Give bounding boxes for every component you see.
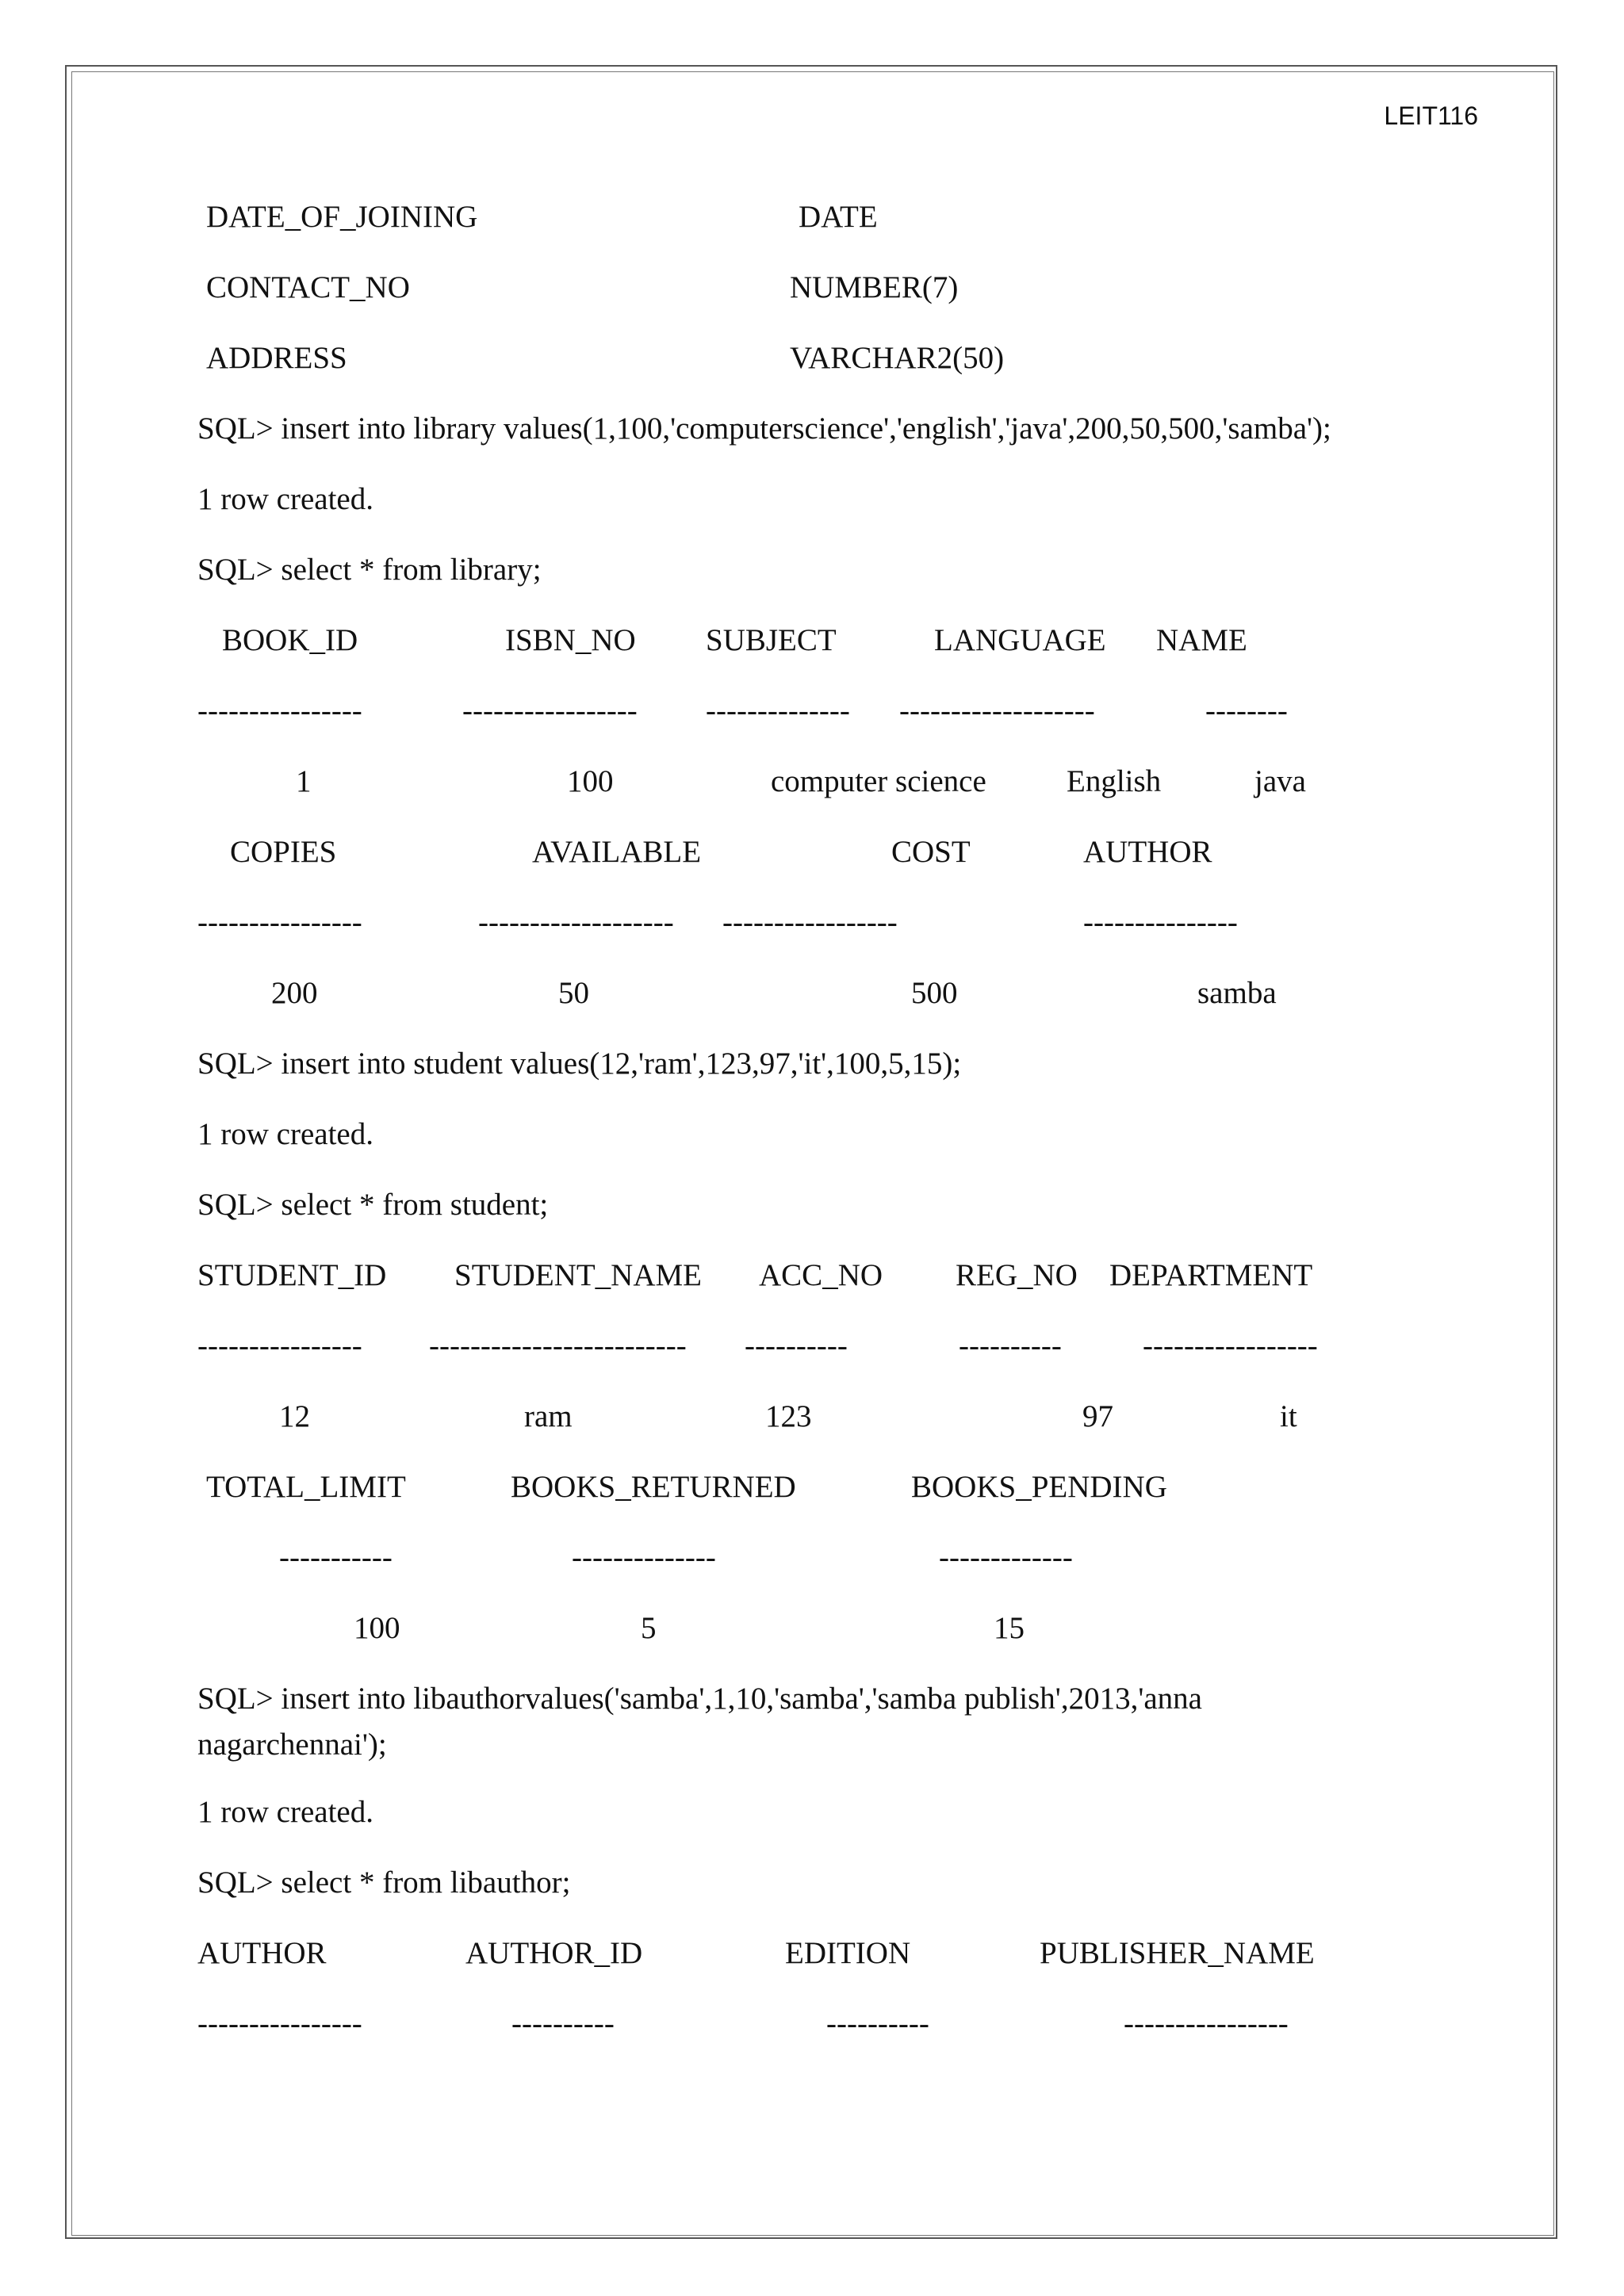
schema-type: VARCHAR2(50) — [790, 341, 1005, 375]
column-header: BOOKS_PENDING — [911, 1470, 1167, 1504]
cell-value: 97 — [1082, 1399, 1113, 1433]
column-separator: ---------- — [745, 1329, 848, 1363]
row-created-message: 1 row created. — [197, 482, 373, 516]
cell-value: ram — [524, 1399, 573, 1433]
column-separator: ---------------- — [197, 2007, 362, 2041]
column-header: DEPARTMENT — [1109, 1258, 1313, 1292]
column-separator: -------------- — [706, 694, 850, 728]
column-separator: --------------- — [1083, 905, 1238, 939]
column-header: ISBN_NO — [505, 623, 636, 657]
cell-value: 12 — [279, 1399, 310, 1433]
sql-select-libauthor: SQL> select * from libauthor; — [197, 1866, 571, 1900]
page-border-inner — [71, 71, 1554, 2236]
schema-name: ADDRESS — [206, 341, 347, 375]
column-header: SUBJECT — [706, 623, 837, 657]
schema-name: DATE_OF_JOINING — [206, 200, 478, 234]
sql-insert-libauthor: SQL> insert into libauthorvalues('samba',1,10,'samba','samba publish',2013,'anna — [197, 1682, 1202, 1716]
column-separator: ------------------- — [478, 905, 674, 939]
sql-insert-library: SQL> insert into library values(1,100,'computerscience','english','java',200,50,500,'samba'); — [197, 411, 1331, 446]
column-separator: ---------------- — [197, 694, 362, 728]
column-header: AUTHOR_ID — [465, 1936, 643, 1970]
cell-value: English — [1067, 764, 1162, 798]
column-header: LANGUAGE — [934, 623, 1106, 657]
cell-value: 5 — [641, 1611, 657, 1645]
cell-value: 500 — [911, 976, 958, 1010]
cell-value: 200 — [271, 976, 318, 1010]
sql-insert-libauthor-continued: nagarchennai'); — [197, 1728, 387, 1762]
sql-insert-student: SQL> insert into student values(12,'ram',123,97,'it',100,5,15); — [197, 1047, 962, 1081]
cell-value: 1 — [296, 764, 312, 798]
cell-value: it — [1280, 1399, 1297, 1433]
cell-value: samba — [1197, 976, 1277, 1010]
cell-value: 50 — [558, 976, 589, 1010]
column-separator: ---------------- — [1124, 2007, 1289, 2041]
column-header: NAME — [1156, 623, 1247, 657]
cell-value: computer science — [771, 764, 986, 798]
row-created-message: 1 row created. — [197, 1117, 373, 1151]
document-code: LEIT116 — [1384, 101, 1478, 130]
column-header: ACC_NO — [759, 1258, 883, 1292]
column-separator: ------------- — [939, 1540, 1073, 1575]
row-created-message: 1 row created. — [197, 1795, 373, 1829]
column-separator: ---------------- — [197, 905, 362, 939]
column-separator: ---------- — [511, 2007, 615, 2041]
column-header: COPIES — [230, 835, 337, 869]
column-separator: ------------------- — [899, 694, 1095, 728]
cell-value: 123 — [765, 1399, 812, 1433]
column-header: BOOKS_RETURNED — [511, 1470, 796, 1504]
sql-select-library: SQL> select * from library; — [197, 553, 542, 587]
schema-type: DATE — [799, 200, 878, 234]
column-separator: -------- — [1205, 694, 1288, 728]
column-separator: ----------- — [279, 1540, 393, 1575]
schema-name: CONTACT_NO — [206, 270, 410, 304]
cell-value: 100 — [567, 764, 614, 798]
column-separator: ---------------- — [197, 1329, 362, 1363]
column-separator: ----------------- — [462, 694, 638, 728]
column-header: STUDENT_ID — [197, 1258, 387, 1292]
column-separator: ----------------- — [1143, 1329, 1318, 1363]
column-header: TOTAL_LIMIT — [206, 1470, 406, 1504]
cell-value: 15 — [994, 1611, 1025, 1645]
sql-select-student: SQL> select * from student; — [197, 1188, 549, 1222]
cell-value: 100 — [354, 1611, 400, 1645]
column-separator: -------------- — [572, 1540, 716, 1575]
column-header: STUDENT_NAME — [454, 1258, 702, 1292]
column-separator: ---------- — [826, 2007, 929, 2041]
column-header: EDITION — [785, 1936, 911, 1970]
column-header: COST — [891, 835, 971, 869]
column-header: AVAILABLE — [532, 835, 702, 869]
column-header: AUTHOR — [197, 1936, 327, 1970]
column-header: REG_NO — [956, 1258, 1078, 1292]
schema-type: NUMBER(7) — [790, 270, 959, 304]
column-separator: ------------------------- — [429, 1329, 687, 1363]
column-header: PUBLISHER_NAME — [1040, 1936, 1315, 1970]
column-separator: ---------- — [959, 1329, 1062, 1363]
column-header: AUTHOR — [1083, 835, 1212, 869]
cell-value: java — [1254, 764, 1306, 798]
column-separator: ----------------- — [722, 905, 898, 939]
column-header: BOOK_ID — [222, 623, 358, 657]
